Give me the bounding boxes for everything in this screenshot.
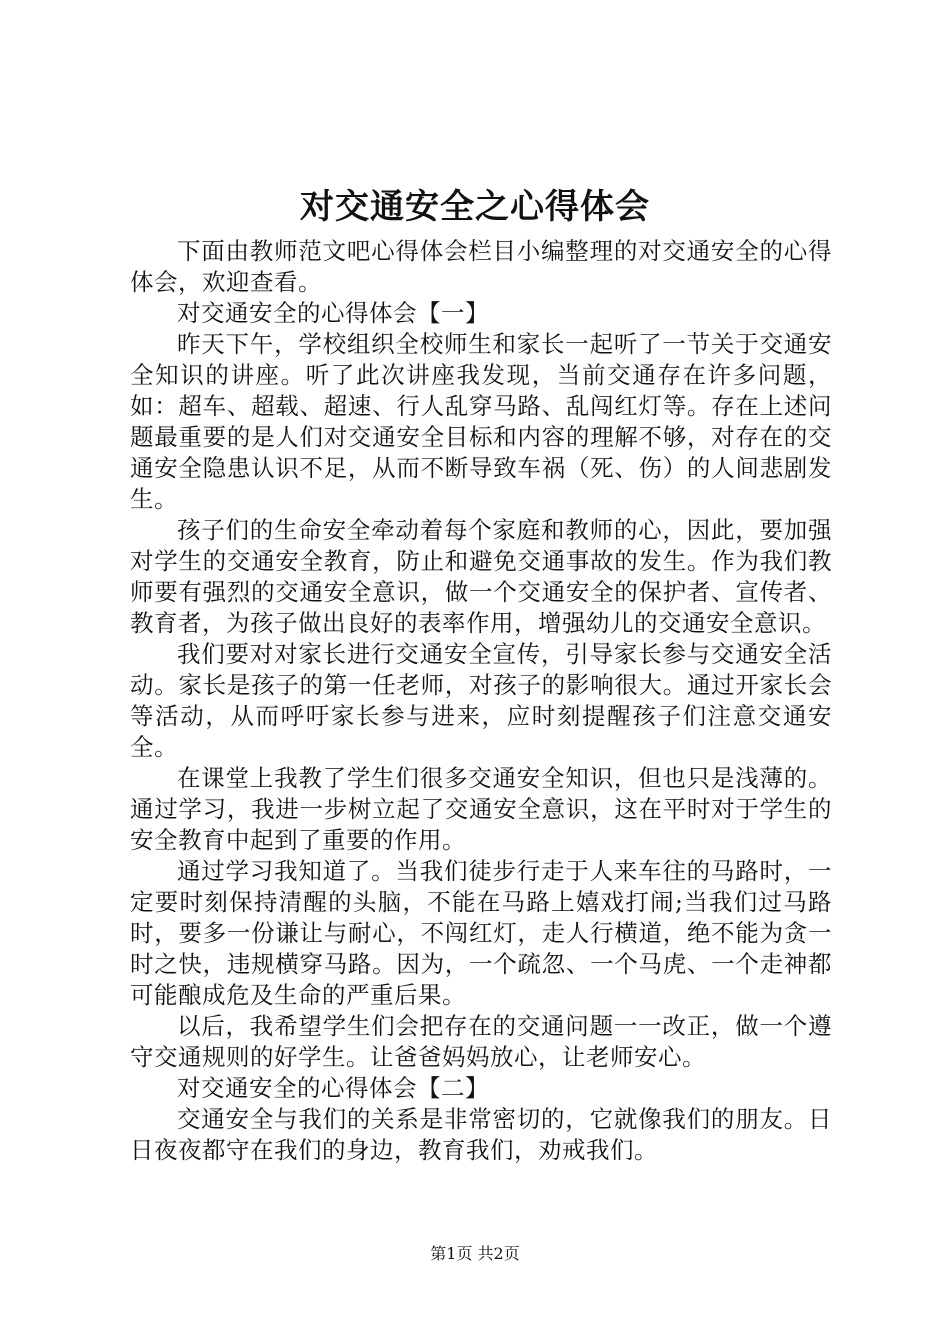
body-paragraph: 在课堂上我教了学生们很多交通安全知识，但也只是浅薄的。通过学习，我进一步树立起了交通安全意识，这在平时对于学生的安全教育中起到了重要的作用。 — [130, 764, 832, 854]
intro-paragraph: 下面由教师范文吧心得体会栏目小编整理的对交通安全的心得体会，欢迎查看。 — [130, 237, 832, 296]
page-number-footer: 第1页 共2页 — [430, 1244, 520, 1263]
body-paragraph: 以后，我希望学生们会把存在的交通问题一一改正，做一个遵守交通规则的好学生。让爸爸妈妈放心，让老师安心。 — [130, 1012, 832, 1071]
section-heading-two: 对交通安全的心得体会【二】 — [177, 1074, 489, 1102]
document-body — [130, 236, 832, 1166]
body-paragraph: 通过学习我知道了。当我们徒步行走于人来车往的马路时，一定要时刻保持清醒的头脑，不能在马路上嬉戏打闹;当我们过马路时，要多一份谦让与耐心，不闯红灯，走人行横道，绝不能为贪一时之快，违规横穿马路。因为，一个疏忽、一个马虎、一个走神都可能酿成危及生命的严重后果。 — [130, 857, 832, 1009]
body-paragraph: 我们要对对家长进行交通安全宣传，引导家长参与交通安全活动。家长是孩子的第一任老师，对孩子的影响很大。通过开家长会等活动，从而呼吁家长参与进来，应时刻提醒孩子们注意交通安全。 — [130, 640, 832, 761]
document-title: 对交通安全之心得体会 — [300, 187, 650, 227]
section-heading-one: 对交通安全的心得体会【一】 — [177, 299, 489, 327]
body-paragraph: 昨天下午，学校组织全校师生和家长一起听了一节关于交通安全知识的讲座。听了此次讲座我发现，当前交通存在许多问题，如：超车、超载、超速、行人乱穿马路、乱闯红灯等。存在上述问题最重要的是人们对交通安全目标和内容的理解不够，对存在的交通安全隐患认识不足，从而不断导致车祸（死、伤）的人间悲剧发生。 — [130, 330, 832, 513]
body-paragraph: 孩子们的生命安全牵动着每个家庭和教师的心，因此，要加强对学生的交通安全教育，防止和避免交通事故的发生。作为我们教师要有强烈的交通安全意识，做一个交通安全的保护者、宣传者、教育者，为孩子做出良好的表率作用，增强幼儿的交通安全意识。 — [130, 516, 832, 637]
body-paragraph: 交通安全与我们的关系是非常密切的，它就像我们的朋友。日日夜夜都守在我们的身边，教育我们，劝戒我们。 — [130, 1105, 832, 1164]
